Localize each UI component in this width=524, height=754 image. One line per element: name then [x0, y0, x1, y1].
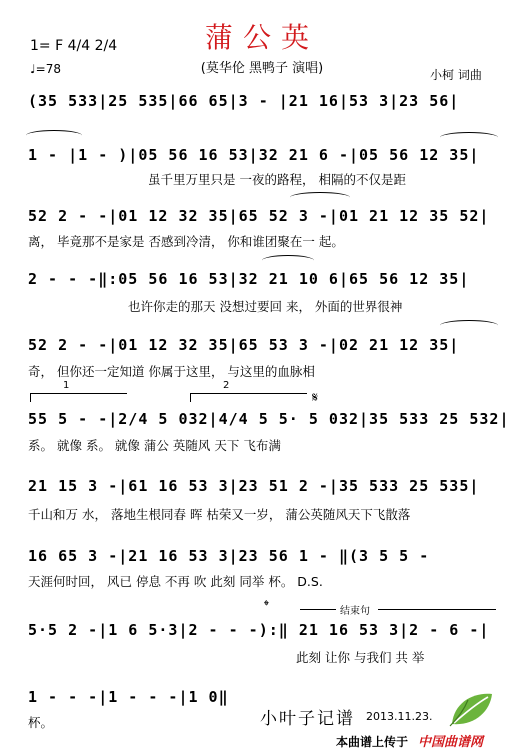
transcription-date: 2013.11.23.	[366, 710, 433, 723]
leaf-logo-icon	[448, 690, 496, 732]
slur-mark	[290, 192, 350, 203]
tempo-marking: ♩=78	[30, 62, 61, 76]
lyrics-row-6: 系。 就像 系。 就像 蒲公 英随风 天下 飞布满	[28, 438, 281, 453]
score-row-3: 52 2 - -|01 12 32 35|65 52 3 -|01 21 12 35 52|	[28, 207, 490, 225]
closing-phrase-label: 结束句	[340, 606, 370, 617]
score-row-1: (35 533|25 535|66 65|3 - |21 16|53 3|23 56|	[28, 92, 460, 110]
site-logo-text[interactable]: 中国曲谱网	[418, 735, 484, 750]
lyrics-row-5: 奇， 但你还一定知道 你属于这里， 与这里的血脉相	[28, 364, 315, 379]
lyrics-row-4: 也许你走的那天 没想过要回 来， 外面的世界很神	[128, 299, 403, 314]
composer-credits: 小柯 词曲	[430, 68, 482, 82]
upload-label: 本曲谱上传于	[336, 735, 409, 749]
score-row-4: 2 - - -‖:05 56 16 53|32 21 10 6|65 56 12 35|	[28, 270, 470, 288]
slur-mark	[440, 320, 498, 331]
lyrics-row-3: 离， 毕竟那不是家是 否感到冷清， 你和谁团聚在一 起。	[28, 234, 344, 249]
lyrics-row-2: 虽千里万里只是 一夜的路程， 相隔的不仅是距	[148, 172, 406, 187]
score-row-10: 1 - - -|1 - - -|1 0‖	[28, 688, 229, 706]
score-row-2: 1 - |1 - )|05 56 16 53|32 21 6 -|05 56 12 35|	[28, 146, 480, 164]
lyrics-row-9: 此刻 让你 与我们 共 举	[296, 650, 425, 665]
first-ending-number: 1	[63, 380, 70, 391]
lyrics-row-7: 千山和万 水， 落地生根同春 晖 枯荣又一岁， 蒲公英随风天下飞散落	[28, 507, 411, 522]
closing-line-right	[378, 609, 496, 610]
segno-icon: 𝄋	[312, 390, 319, 406]
score-row-6: 55 5 - -|2/4 5 032|4/4 5 5· 5 032|35 533 25 532|	[28, 410, 510, 428]
lyrics-row-8: 天涯何时回， 风已 停息 不再 吹 此刻 同举 杯。 D.S.	[28, 574, 323, 589]
key-signature: 1= F 4/4 2/4	[30, 38, 118, 54]
closing-line-left	[300, 609, 336, 610]
lyrics-row-10: 杯。	[28, 715, 54, 730]
score-row-5: 52 2 - -|01 12 32 35|65 53 3 -|02 21 12 35|	[28, 336, 460, 354]
slur-mark	[262, 255, 314, 266]
performer-subtitle: (莫华伦 黑鸭子 演唱)	[200, 61, 324, 76]
score-row-9: 5·5 2 -|1 6 5·3|2 - - -):‖ 21 16 53 3|2 - 6 -|	[28, 621, 490, 639]
second-ending-bracket	[190, 380, 307, 402]
song-title: 蒲公英	[204, 21, 319, 54]
slur-mark	[440, 132, 498, 143]
score-row-7: 21 15 3 -|61 16 53 3|23 51 2 -|35 533 25 535|	[28, 477, 480, 495]
second-ending-number: 2	[223, 380, 230, 391]
transcriber-signature: 小叶子记谱	[260, 709, 355, 729]
score-row-8: 16 65 3 -|21 16 53 3|23 56 1 - ‖(3 5 5 -	[28, 547, 430, 565]
coda-icon: 𝄌	[264, 598, 269, 614]
slur-mark	[26, 130, 82, 141]
first-ending-bracket	[30, 380, 127, 402]
